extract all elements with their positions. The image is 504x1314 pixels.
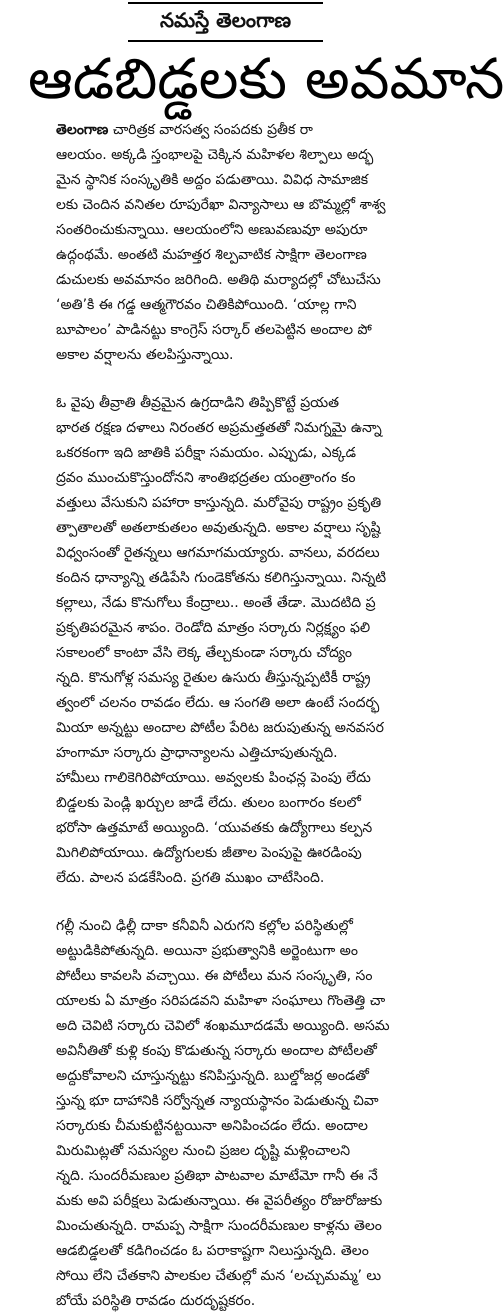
text-line: భారత రక్షణ దళాలు నిరంతర అప్రమత్తతతో నిమగ్నమై ఉన్నా [56, 420, 382, 436]
text-line: ప్రకృతిపరమైన శాపం. రెండోది మాత్రం సర్కారు నిర్లక్ష్యం ఫలి [56, 620, 371, 636]
text-line: హంగామా సర్కారు ప్రాధాన్యాలను ఎత్తిచూపుతున్నది. [56, 745, 338, 761]
text-line: లేదు. పాలన పడకేసింది. ప్రగతి ముఖం చాటేసింది. [56, 870, 325, 886]
lead-line-rest: చారిత్రక వారసత్వ సంపదకు ప్రతీక రా [108, 122, 313, 138]
text-line: మించుతున్నది. రామప్ప సాక్షిగా సుందరీమణుల కాళ్లను తెలం [56, 1218, 382, 1234]
text-line: డుచులకు అవమానం జరిగింది. అతిథి మర్యాదల్లో చోటుచేసు [56, 272, 381, 288]
text-line: న్నది. సుందరీమణుల ప్రతిభా పాటవాల మాటేమో గానీ ఈ నే [56, 1168, 378, 1184]
text-line: ఆడబిడ్డలతో కడిగించడం ఓ పరాకాష్టగా నిలుస్తున్నది. తెలం [56, 1243, 369, 1259]
text-line: హామీలు గాలికెగిరిపోయాయి. అవ్వలకు పింఛన్ల పెంపు లేదు [56, 770, 371, 786]
text-line: భరోసా ఉత్తమాటే అయ్యింది. ‘యువతకు ఉద్యోగాలు కల్పన [56, 820, 373, 836]
text-line: న్నది. కొనుగోళ్ల సమస్య రైతుల ఉసురు తీస్తున్నప్పటికీ రాష్ట్ర [56, 670, 371, 686]
text-line: మిగిలిపోయాయి. ఉద్యోగులకు జీతాల పెంపుపై ఊరడింపు [56, 845, 362, 861]
text-line: పోటీలు కావలసి వచ్చాయి. ఈ పోటీలు మన సంస్కృతి, సం [56, 968, 373, 984]
masthead [128, 2, 323, 42]
text-line: ‘అతి’కి ఈ గడ్డ ఆత్మగౌరవం చితికిపోయింది. ‘యాల్ల గాని [56, 297, 357, 313]
text-line: మైన స్థానిక సంస్కృతికి అద్దం పడుతాయి. వివిధ సామాజిక [56, 172, 369, 188]
text-line: సర్కారుకు చీమకుట్టినట్టయినా అనిపించడం లేదు. అందాల [56, 1118, 368, 1134]
text-line: కల్లాలు, నేడు కొనుగోలు కేంద్రాలు.. అంతే తేడా. మొదటిది ప్ర [56, 595, 376, 611]
paragraph-gap [56, 368, 422, 391]
text-line: అకాల వర్షాలను తలపిస్తున్నాయి. [56, 347, 234, 363]
text-line: ఉద్గంథమే. అంతటి మహత్తర శిల్పవాటిక సాక్షిగా తెలంగాణ [56, 247, 367, 263]
text-line: విధ్వంసంతో రైతన్నలు ఆగమాగమయ్యారు. వానలు, వరదలు [56, 545, 380, 561]
text-line: బూపాలం’ పాడినట్టు కాంగ్రెస్ సర్కార్ తలపెట్టిన అందాల పో [56, 322, 372, 338]
text-line: లకు చెందిన వనితల రూపురేఖా విన్యాసాలు ఆ బొమ్మల్లో శాశ్వ [56, 197, 386, 213]
article-body [56, 118, 422, 1314]
text-line: ఆలయం. అక్కడి స్తంభాలపై చెక్కిన మహిళల శిల్పాలు అద్భ [56, 147, 374, 163]
text-line [56, 118, 422, 143]
paragraph [56, 118, 422, 368]
text-line: ఓ వైపు తీవ్రాతి తీవ్రమైన ఉగ్రదాడిని తిప్పికొట్టే ప్రయత [56, 395, 340, 411]
text-line: త్పాతాలతో అతలాకుతలం అవుతున్నది. అకాల వర్షాలు సృష్టి [56, 520, 381, 536]
text-line: బోయే పరిస్థితి రావడం దురదృష్టకరం. [56, 1293, 256, 1309]
text-line: గల్లీ నుంచి ఢిల్లీ దాకా కనీవినీ ఎరుగని కల్లోల పరిస్థితుల్లో [56, 918, 353, 934]
text-line: వత్తులు వేసుకుని పహారా కాస్తున్నది. మరోవైపు రాష్ట్రం ప్రకృతి [56, 495, 382, 511]
masthead-title: నమస్తే తెలంగాణ [159, 7, 292, 32]
text-line: మకు అవి పరీక్షలు పెడుతున్నాయి. ఈ వైపరీత్యం రోజురోజుకు [56, 1193, 383, 1209]
text-line: అవినీతితో కుళ్లి కంపు కొడుతున్న సర్కారు అందాల పోటీలతో [56, 1043, 377, 1059]
text-line: అట్టుడికిపోతున్నది. అయినా ప్రభుత్వానికి అర్జెంటుగా అం [56, 943, 358, 959]
headline: ఆడబిడ్డలకు అవమాన [28, 47, 504, 112]
text-line: మియా అన్నట్టు అందాల పోటీల పేరిట జరుపుతున్న అనవసర [56, 720, 384, 736]
text-line: అది చెవిటి సర్కారు చెవిలో శంఖమూదడమే అయ్యింది. అసమ [56, 1018, 390, 1034]
text-line: ద్రవం ముంచుకొస్తుందోనని శాంతిభద్రతల యంత్రాంగం కం [56, 470, 356, 486]
text-line: బిడ్డలకు పెండ్లి ఖర్చుల జాడే లేదు. తులం బంగారం కలలో [56, 795, 361, 811]
text-line: కందిన ధాన్యాన్ని తడిపేసి గుండెకోతను కలిగిస్తున్నాయి. నిన్నటి [56, 570, 386, 586]
text-line: స్తున్న భూ దాహానికి సర్వోన్నత న్యాయస్థానం పెడుతున్న చివా [56, 1093, 379, 1109]
paragraph [56, 914, 422, 1314]
text-line: ఒకరకంగా ఇది జాతికి పరీక్షా సమయం. ఎప్పుడు, ఎక్కడ [56, 445, 357, 461]
text-line: సకాలంలో కాంటా వేసి లెక్క తేల్చకుండా సర్కారు చోద్యం [56, 645, 352, 661]
lead-word: తెలంగాణ [56, 122, 109, 138]
text-line: అద్దుకోవాలని చూస్తున్నట్టు కనిపిస్తున్నది. బుల్డోజర్ల అండతో [56, 1068, 369, 1084]
text-line: మిరుమిట్లతో సమస్యల నుంచి ప్రజల దృష్టి మళ్లించాలని [56, 1143, 351, 1159]
paragraph [56, 391, 422, 891]
text-line: త్వంలో చలనం రావడం లేదు. ఆ సంగతి అలా ఉంటే సందర్భ [56, 695, 380, 711]
paragraph-gap [56, 891, 422, 914]
text-line: సంతరించుకున్నాయి. ఆలయంలోని అణువణువూ అపురూ [56, 222, 368, 238]
text-line: యాలకు ఏ మాత్రం సరిపడవని మహిళా సంఘాలు గొంతెత్తి చా [56, 993, 386, 1009]
text-line: సోయి లేని చేతకాని పాలకుల చేతుల్లో మన ‘లచ్చుమమ్మ’ లు [56, 1268, 382, 1284]
